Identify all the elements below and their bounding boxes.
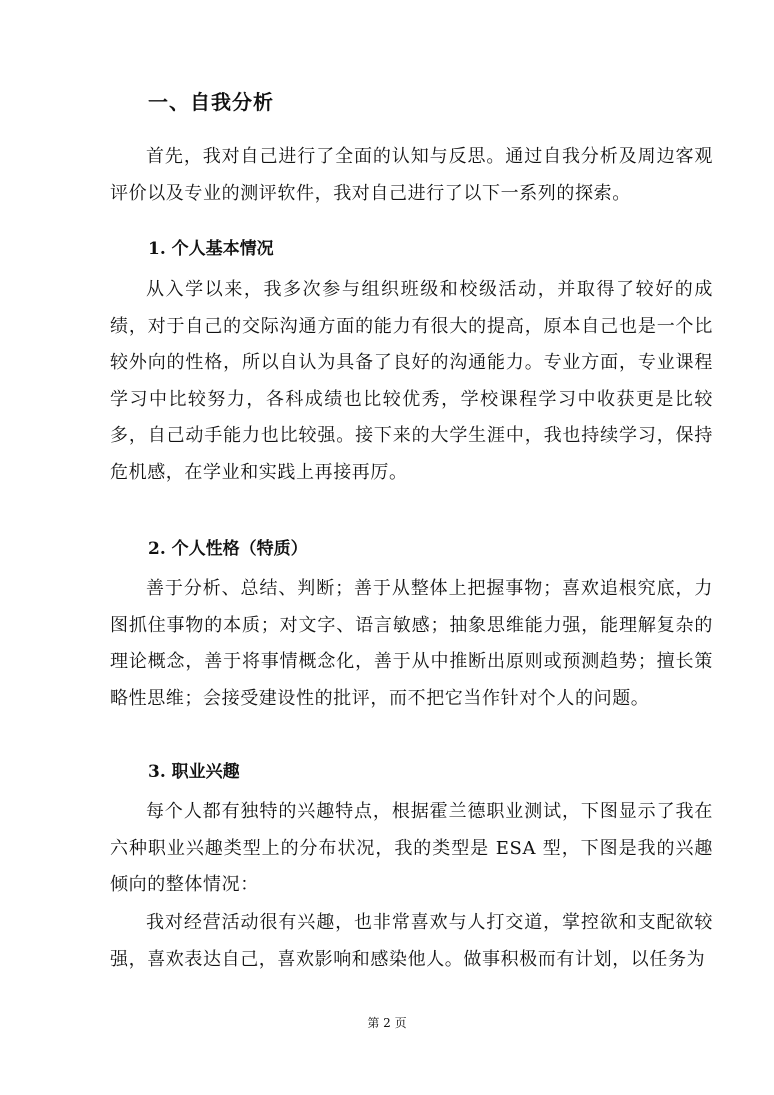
basic-info-paragraph: 从入学以来，我多次参与组织班级和校级活动，并取得了较好的成绩，对于自己的交际沟通方面的能力有很大的提高，原本自己也是一个比较外向的性格，所以自认为具备了良好的沟通能力。专业方面，专业课程学习中比较努力，各科成绩也比较优秀，学校课程学习中收获更是比较多，自己动手能力也比较强。接下来的大学生涯中，我也持续学习，保持危机感，在学业和实践上再接再厉。 [110,279,713,483]
intro-paragraph: 首先，我对自己进行了全面的认知与反思。通过自我分析及周边客观评价以及专业的测评软件，我对自己进行了以下一系列的探索。 [110,146,713,204]
career-interest-paragraph: 每个人都有独特的兴趣特点，根据霍兰德职业测试，下图显示了我在六种职业兴趣类型上的分布状况，我的类型是 ESA 型，下图是我的兴趣倾向的整体情况： [110,801,713,895]
career-interest-paragraph-2: 我对经营活动很有兴趣，也非常喜欢与人打交道，掌控欲和支配欲较强，喜欢表达自己，喜欢影响和感染他人。做事积极而有计划，以任务为 [110,912,713,970]
personality-paragraph: 善于分析、总结、判断；善于从整体上把握事物；喜欢追根究底，力图抓住事物的本质；对文字、语言敏感；抽象思维能力强，能理解复杂的理论概念，善于将事情概念化，善于从中推断出原则或预测趋势；擅长策略性思维；会接受建设性的批评，而不把它当作针对个人的问题。 [110,578,713,709]
subsection-heading-basic-info: 1. 个人基本情况 [148,239,274,259]
page-number: 第 2 页 [367,1016,407,1030]
subsection-heading-personality: 2. 个人性格（特质） [148,539,308,559]
subsection-heading-career-interest: 3. 职业兴趣 [148,762,240,782]
section-heading: 一、自我分析 [148,90,274,114]
